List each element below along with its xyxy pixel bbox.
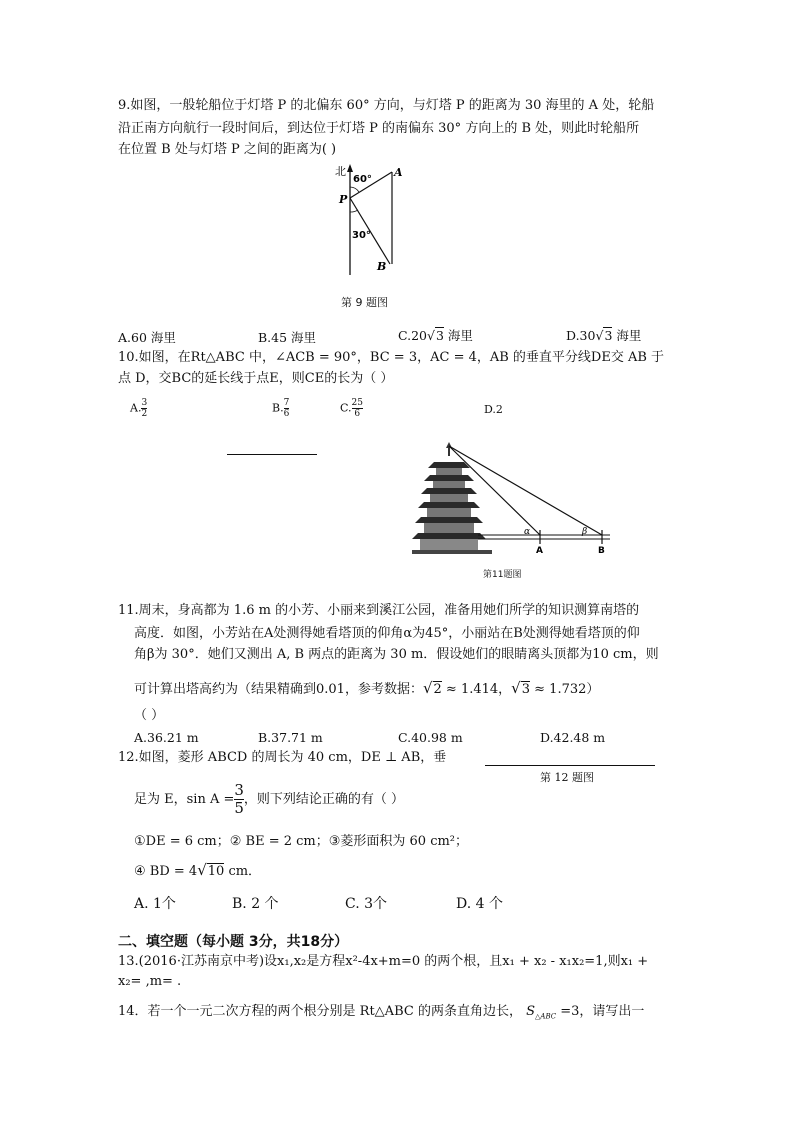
q9-option-b: B.45 海里 (258, 330, 317, 345)
q11-alpha-label: α (524, 527, 531, 537)
q12-line3: ①DE = 6 cm；② BE = 2 cm；③菱形面积为 60 cm²； (134, 834, 469, 849)
q10-option-b: B. $\frac{7}{6}$ (272, 398, 290, 419)
q11-point-b: B (598, 546, 605, 556)
q9-point-p: P (339, 193, 348, 206)
q11-beta-label: β (582, 527, 588, 537)
q10-option-a: A. $\frac{3}{2}$ (130, 398, 148, 419)
q12-caption: 第 12 题图 (540, 771, 594, 784)
q11-line1: 11.周末，身高都为 1.6 m 的小芳、小丽来到溪江公园，准备用她们所学的知识测算南塔的 (118, 603, 640, 618)
q9-north-label: 北 (335, 165, 346, 178)
q11-line5: （ ） (134, 708, 165, 723)
q11-line3: 角β为 30°．她们又测出 A, B 两点的距离为 30 m．假设她们的眼睛离头顶都为10 cm，则 (134, 647, 659, 662)
q11-point-a: A (536, 546, 543, 556)
q9-caption: 第 9 题图 (341, 296, 388, 309)
q11-caption: 第11题图 (483, 570, 522, 580)
q11-option-a: A.36.21 m (134, 730, 199, 745)
q14-line1: 14．若一个一元二次方程的两个根分别是 Rt△ABC 的两条直角边长， $S_{\triangle ABC} =3$，请写出一 (118, 1004, 645, 1021)
q12-figure-line (485, 765, 655, 766)
q9-option-c: C.20√3 海里 (398, 328, 473, 343)
q11-option-b: B.37.71 m (258, 730, 323, 745)
q9-line2: 沿正南方向航行一段时间后，到达位于灯塔 P 的南偏东 30° 方向上的 B 处，则此时轮船所 (118, 121, 640, 136)
q11-option-c: C.40.98 m (398, 730, 463, 745)
q10-line2: 点 D，交BC的延长线于点E，则CE的长为（ ） (118, 371, 394, 386)
q10-option-c: C. $\frac{25}{6}$ (340, 398, 363, 419)
blank-line (227, 454, 317, 455)
q11-line2: 高度．如图，小芳站在A处测得她看塔顶的仰角α为45°，小丽站在B处测得她看塔顶的仰 (134, 626, 640, 641)
q9-option-a: A.60 海里 (118, 330, 176, 345)
q9-option-d: D.30√3 海里 (566, 328, 642, 343)
q12-line2: 足为 E，sin A = $\frac{3}{5}$ ，则下列结论正确的有（ ） (134, 781, 405, 817)
q11-figure (412, 440, 617, 560)
q10-line1: 10.如图，在Rt△ABC 中，∠ACB = 90°，BC = 3，AC = 4，AB 的垂直平分线DE交 AB 于 (118, 350, 665, 365)
q9-point-b: B (377, 260, 387, 273)
q10-option-d: D.2 (484, 403, 503, 416)
q12-option-a: A. 1个 (134, 896, 176, 912)
q9-line3: 在位置 B 处与灯塔 P 之间的距离为( ) (118, 142, 337, 157)
q9-point-a: A (394, 166, 403, 179)
q12-line1: 12.如图，菱形 ABCD 的周长为 40 cm，DE ⊥ AB，垂 (118, 750, 447, 765)
section-title: 二、填空题（每小题 3分，共18分） (118, 934, 349, 950)
q9-angle-30: 30° (352, 230, 371, 241)
q11-option-d: D.42.48 m (540, 730, 606, 745)
q13-line2: x₂= ,m= . (118, 974, 182, 989)
q9-figure (330, 160, 410, 280)
q12-option-b: B. 2 个 (232, 896, 279, 912)
q13-line1: 13.(2016·江苏南京中考)设x₁,x₂是方程x²-4x+m=0 的两个根，且x₁ + x₂ - x₁x₂=1,则x₁ + (118, 954, 649, 969)
q12-line4: ④ BD = 4√10 cm． (134, 861, 262, 879)
q11-line4: 可计算出塔高约为（结果精确到0.01，参考数据：√2 ≈ 1.414，√3 ≈ 1.732） (134, 679, 600, 697)
q9-line1: 9.如图，一般轮船位于灯塔 P 的北偏东 60° 方向，与灯塔 P 的距离为 30 海里的 A 处，轮船 (118, 98, 655, 113)
q12-option-c: C. 3个 (345, 896, 388, 912)
q9-angle-60: 60° (353, 174, 372, 185)
q12-option-d: D. 4 个 (456, 896, 503, 912)
